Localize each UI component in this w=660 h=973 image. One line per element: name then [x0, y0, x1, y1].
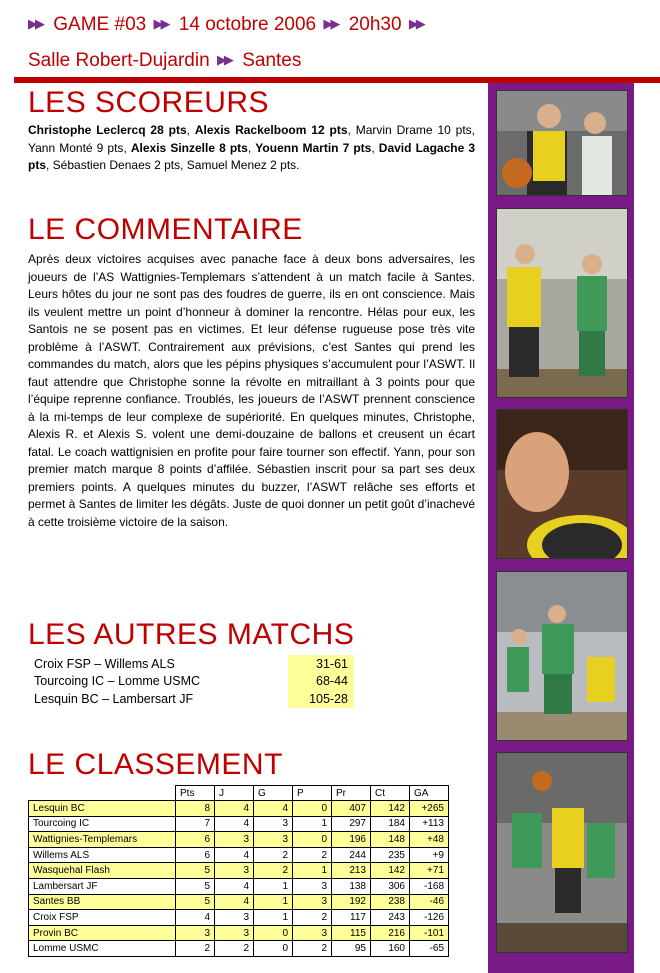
scorer-entry: Samuel Menez 2 pts.: [186, 158, 300, 172]
table-cell: 3: [293, 878, 332, 894]
table-cell: 238: [371, 894, 410, 910]
classement-table: [28, 785, 449, 957]
venue-city: Santes: [242, 50, 302, 71]
table-cell: 1: [254, 910, 293, 926]
table-cell: 4: [254, 801, 293, 817]
table-row: [28, 690, 354, 708]
match-teams: Tourcoing IC – Lomme USMC: [34, 674, 201, 689]
table-cell: +48: [410, 832, 449, 848]
table-cell: 244: [332, 847, 371, 863]
table-cell: 2: [176, 941, 215, 957]
double-arrow-icon: ▶▶: [28, 16, 42, 31]
scoreurs-title: LES SCOREURS: [28, 86, 270, 119]
table-cell: +265: [410, 801, 449, 817]
team-name: Provin BC: [29, 925, 176, 941]
table-cell: 0: [293, 832, 332, 848]
match-score: 68-44: [288, 673, 354, 691]
table-cell: -168: [410, 878, 449, 894]
table-cell: -46: [410, 894, 449, 910]
table-cell: 138: [332, 878, 371, 894]
table-cell: 3: [215, 910, 254, 926]
table-row: [29, 847, 449, 863]
table-cell: 8: [176, 801, 215, 817]
column-header: Ct: [371, 786, 410, 801]
scorer-entry: Sébastien Denaes 2 pts: [52, 158, 181, 172]
table-cell: 3: [176, 925, 215, 941]
double-arrow-icon: ▶▶: [216, 52, 231, 67]
column-header: J: [215, 786, 254, 801]
table-cell: 184: [371, 816, 410, 832]
team-name: Croix FSP: [29, 910, 176, 926]
table-row: [29, 801, 449, 817]
autres-matchs-title: LES AUTRES MATCHS: [28, 618, 355, 651]
table-cell: 1: [254, 894, 293, 910]
team-name: Tourcoing IC: [29, 816, 176, 832]
double-arrow-icon: ▶▶: [323, 16, 338, 31]
column-header: P: [293, 786, 332, 801]
match-score: 105-28: [288, 690, 354, 708]
table-cell: 2: [293, 941, 332, 957]
table-cell: 4: [176, 910, 215, 926]
table-cell: 4: [215, 847, 254, 863]
basketball-photo-icon: [496, 208, 628, 398]
team-name: Wattignies-Templemars: [29, 832, 176, 848]
table-cell: 4: [215, 894, 254, 910]
team-name: Lomme USMC: [29, 941, 176, 957]
double-arrow-icon: ▶▶: [153, 16, 168, 31]
autres-matchs-table: [28, 655, 354, 708]
table-row: [29, 878, 449, 894]
game-date: 14 octobre 2006: [178, 14, 317, 35]
table-row: [28, 655, 354, 673]
table-cell: 142: [371, 801, 410, 817]
table-row: [29, 910, 449, 926]
table-cell: 0: [254, 925, 293, 941]
table-cell: 3: [254, 832, 293, 848]
table-cell: 407: [332, 801, 371, 817]
table-cell: -65: [410, 941, 449, 957]
table-cell: 2: [254, 863, 293, 879]
scorer-entry: Youenn Martin 7 pts: [255, 140, 372, 155]
table-cell: +9: [410, 847, 449, 863]
scoreurs-list: Christophe Leclercq 28 pts, Alexis Rackelboom 12 pts, Marvin Drame 10 pts, Yann Monté 9 pts, Alexis Sinzelle 8 pts, Youenn Martin 7 pts, David Lagache 3 pts, Sébastien Denaes 2 pts, Samuel Menez 2 pts.: [28, 123, 476, 172]
column-header: Pts: [176, 786, 215, 801]
table-row: [29, 925, 449, 941]
table-cell: 2: [215, 941, 254, 957]
scorer-entry: Alexis Sinzelle 8 pts: [130, 140, 248, 155]
basketball-photo-icon: [496, 90, 628, 196]
table-cell: 235: [371, 847, 410, 863]
table-cell: 160: [371, 941, 410, 957]
table-cell: 0: [254, 941, 293, 957]
table-cell: 95: [332, 941, 371, 957]
classement-title: LE CLASSEMENT: [28, 748, 283, 781]
game-number: GAME #03: [53, 14, 147, 35]
match-score: 31-61: [288, 655, 354, 673]
table-cell: 4: [215, 878, 254, 894]
table-row: [28, 673, 354, 691]
table-cell: 2: [293, 910, 332, 926]
table-cell: 115: [332, 925, 371, 941]
table-cell: +113: [410, 816, 449, 832]
table-cell: 192: [332, 894, 371, 910]
table-cell: 216: [371, 925, 410, 941]
table-header-blank: [29, 786, 176, 801]
table-cell: 2: [254, 847, 293, 863]
team-name: Willems ALS: [29, 847, 176, 863]
table-cell: -101: [410, 925, 449, 941]
table-cell: 196: [332, 832, 371, 848]
venue-header-line: [28, 50, 301, 72]
table-cell: 142: [371, 863, 410, 879]
commentaire-text: Après deux victoires acquises avec panache face à deux bons adversaires, les joueurs de l’AS Wattignies-Templemars s’attendent à un match facile à Santes. Leurs hôtes du jour ne sont pas des foudres de guerre, ils en ont conscience. Mais ils veulent mettre un point d’honneur à dominer la rencontre. Hélas pour eux, les Santois ne se posent pas en victimes. Et leur défense rugueuse pose très vite problème à l’ASWT. Contrairement aux prévisions, c’est Santes qui prend les commandes du match, alors que les pépins physiques s’accumulent pour l’ASWT. Il faut attendre que Christophe sonne la révolte en mitraillant à 3 points pour que l’équipe reprenne confiance. Troublés, les joueurs de l’ASWT prennent conscience à la mi-temps de leur complexe de supériorité. En quelques minutes, Christophe, Alexis R. et Alexis S. volent une demi-douzaine de ballons et creusent un écart fatal. Le coach wattignisien en profite pour faire tourner son effectif. Yann, pour son premier match marque 8 points d’affilée. Sébastien inscrit pour sa part ses deux premiers points. A quelques minutes du buzzer, l’ASWT relâche ses efforts et permet à Santes de limiter les dégâts. Juste de quoi donner un petit goût d’inachevé à cette troisième victoire de la saison.: [28, 252, 475, 529]
basketball-photo-icon: [496, 571, 628, 741]
table-cell: 306: [371, 878, 410, 894]
table-cell: 6: [176, 847, 215, 863]
game-time: 20h30: [348, 14, 402, 35]
table-row: [29, 816, 449, 832]
match-teams: Croix FSP – Willems ALS: [34, 656, 175, 671]
table-cell: 1: [254, 878, 293, 894]
table-cell: 5: [176, 878, 215, 894]
scorer-entry: Christophe Leclercq 28 pts: [28, 123, 187, 137]
table-cell: +71: [410, 863, 449, 879]
table-cell: 2: [293, 847, 332, 863]
venue-name: Salle Robert-Dujardin: [28, 50, 210, 71]
commentaire-title: LE COMMENTAIRE: [28, 213, 303, 246]
table-row: [29, 832, 449, 848]
column-header: GA: [410, 786, 449, 801]
match-teams: Lesquin BC – Lambersart JF: [34, 691, 194, 706]
table-cell: 4: [215, 816, 254, 832]
table-cell: 3: [293, 925, 332, 941]
table-cell: 3: [254, 816, 293, 832]
column-header: Pr: [332, 786, 371, 801]
team-name: Wasquehal Flash: [29, 863, 176, 879]
table-cell: 3: [215, 863, 254, 879]
scorer-entry: David Lagache 3 pts: [28, 140, 476, 172]
table-cell: 4: [215, 801, 254, 817]
table-cell: 1: [293, 816, 332, 832]
basketball-photo-icon: [496, 752, 628, 953]
table-cell: 3: [215, 832, 254, 848]
table-cell: 5: [176, 863, 215, 879]
table-cell: 148: [371, 832, 410, 848]
table-cell: 3: [215, 925, 254, 941]
table-row: [29, 863, 449, 879]
table-row: [29, 941, 449, 957]
table-cell: 5: [176, 894, 215, 910]
scorer-entry: Alexis Rackelboom 12 pts: [194, 123, 348, 137]
table-cell: 243: [371, 910, 410, 926]
game-header-line: [28, 14, 429, 36]
player-portrait-icon: [496, 409, 628, 559]
table-cell: 297: [332, 816, 371, 832]
scorer-entry: Marvin Drame 10 pts: [355, 123, 472, 137]
column-header: G: [254, 786, 293, 801]
table-row: [29, 894, 449, 910]
double-arrow-icon: ▶▶: [408, 16, 423, 31]
table-cell: 3: [293, 894, 332, 910]
table-cell: -126: [410, 910, 449, 926]
team-name: Santes BB: [29, 894, 176, 910]
team-name: Lesquin BC: [29, 801, 176, 817]
table-cell: 0: [293, 801, 332, 817]
team-name: Lambersart JF: [29, 878, 176, 894]
table-cell: 1: [293, 863, 332, 879]
table-cell: 7: [176, 816, 215, 832]
scorer-entry: Yann Monté 9 pts: [28, 140, 124, 155]
table-cell: 117: [332, 910, 371, 926]
table-cell: 213: [332, 863, 371, 879]
table-cell: 6: [176, 832, 215, 848]
